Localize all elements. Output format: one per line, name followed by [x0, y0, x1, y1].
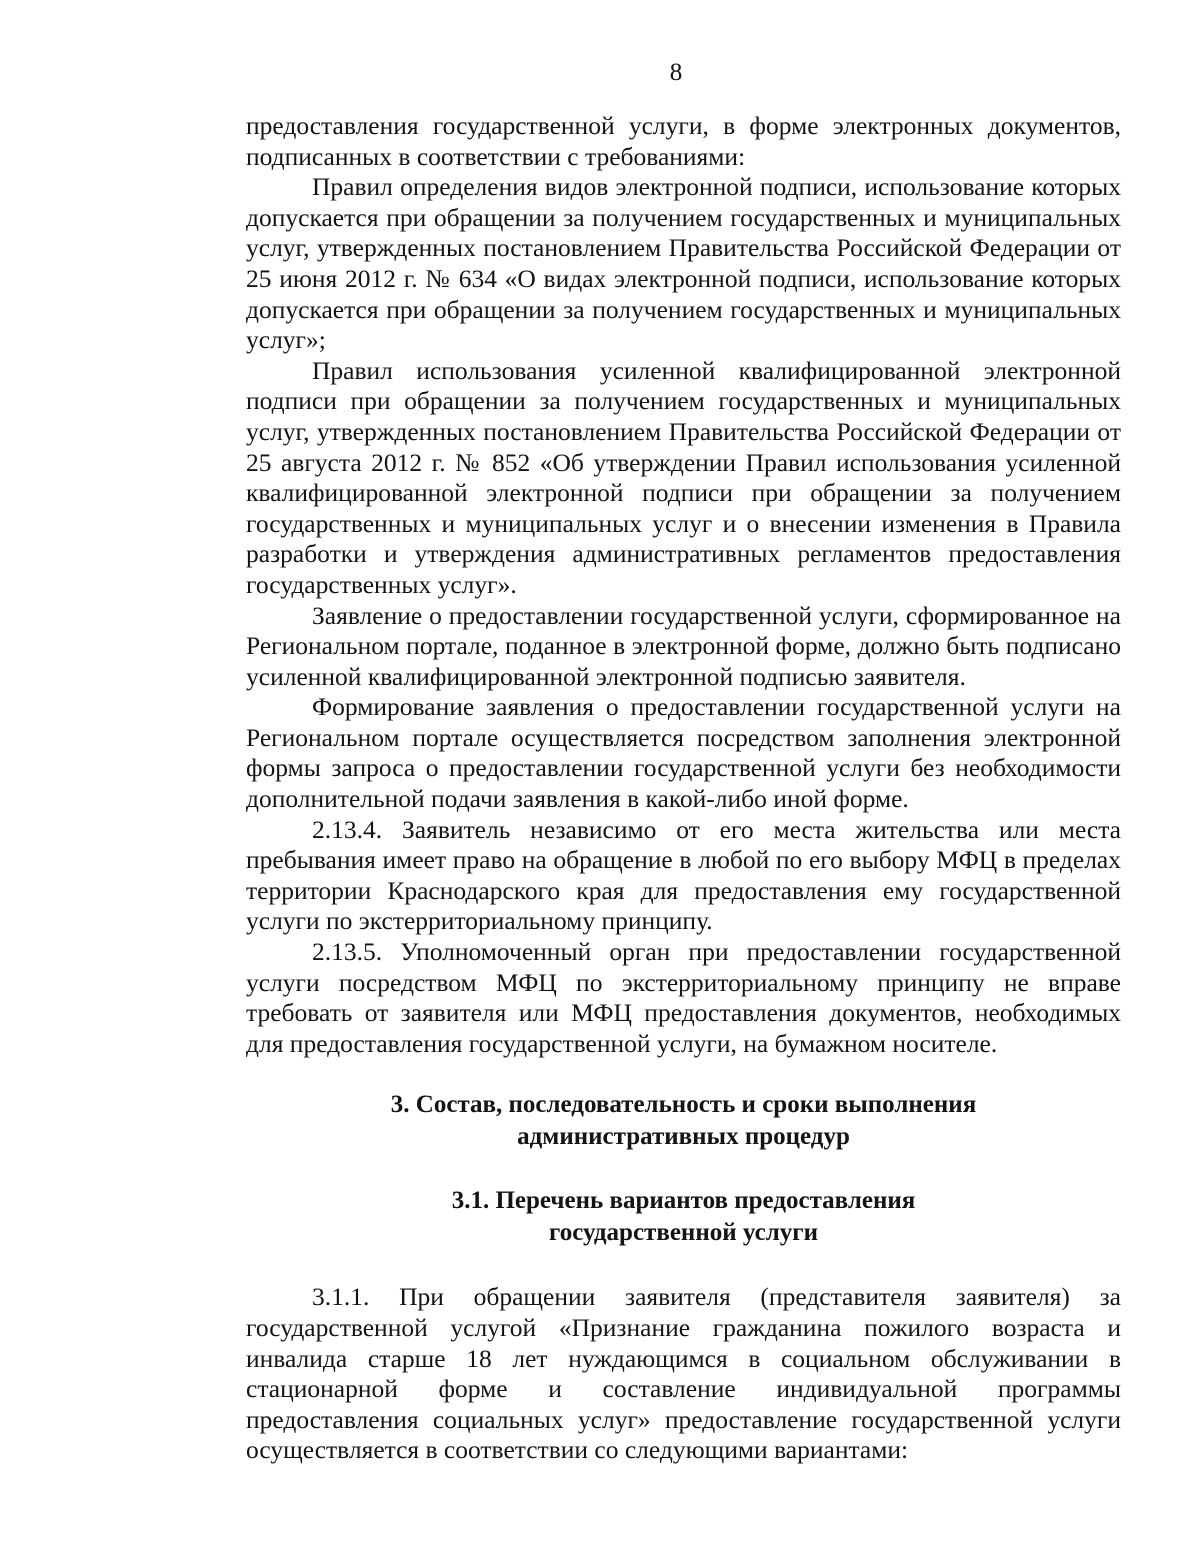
paragraph-rules-qualified-signature: Правил использования усиленной квалифицированной электронной подписи при обращении за получением государственных и муниципальных услуг, утвержденных постановлением Правительства Российской Федерации от 25 августа 2012 г. № 852 «Об утверждении Правил использования усиленной квалифицированной электронной подписи при обращении за получением государственных и муниципальных услуг и о внесении изменения в Правила разработки и утверждения административных регламентов предоставления государственных услуг». [246, 355, 1121, 599]
document-body [246, 111, 1121, 1466]
section-3-1-heading-line-1: 3.1. Перечень вариантов предоставления [451, 1187, 916, 1215]
page-number: 8 [669, 59, 683, 86]
section-3-heading-line-2: административных процедур [517, 1123, 850, 1151]
paragraph-2-13-4: 2.13.4. Заявитель независимо от его места жительства или места пребывания имеет право на обращение в любой по его выбору МФЦ в пределах территории Краснодарского края для предоставления ему государственной услуги по экстерриториальному принципу. [246, 814, 1121, 936]
paragraph-application-signing: Заявление о предоставлении государственной услуги, сформированное на Региональном портале, поданное в электронной форме, должно быть подписано усиленной квалифицированной электронной подписью заявителя. [246, 600, 1121, 691]
paragraph-continuation: предоставления государственной услуги, в форме электронных документов, подписанных в соответствии с требованиями: [246, 111, 1121, 171]
paragraph-rules-signature-types: Правил определения видов электронной подписи, использование которых допускается при обращении за получением государственных и муниципальных услуг, утвержденных постановлением Правительства Российской Федерации от 25 июня 2012 г. № 634 «О видах электронной подписи, использование которых допускается при обращении за получением государственных и муниципальных услуг»; [246, 172, 1121, 355]
section-3-heading [246, 1089, 1121, 1153]
paragraph-3-1-1: 3.1.1. При обращении заявителя (представителя заявителя) за государственной услугой «Признание гражданина пожилого возраста и инвалида старше 18 лет нуждающимся в социальном обслуживании в стационарной форме и составление индивидуальной программы предоставления социальных услуг» предоставление государственной услуги осуществляется в соответствии со следующими вариантами: [246, 1282, 1121, 1465]
paragraph-application-forming: Формирование заявления о предоставлении государственной услуги на Региональном портале осуществляется посредством заполнения электронной формы запроса о предоставлении государственной услуги без необходимости дополнительной подачи заявления в какой-либо иной форме. [246, 692, 1121, 814]
section-3-1-heading-line-2: государственной услуги [548, 1219, 819, 1247]
section-3-1-heading [246, 1185, 1121, 1249]
paragraph-2-13-5: 2.13.5. Уполномоченный орган при предоставлении государственной услуги посредством МФЦ по экстерриториальному принципу не вправе требовать от заявителя или МФЦ предоставления документов, необходимых для предоставления государственной услуги, на бумажном носителе. [246, 937, 1121, 1058]
section-3-heading-line-1: 3. Состав, последовательность и сроки выполнения [390, 1091, 977, 1119]
